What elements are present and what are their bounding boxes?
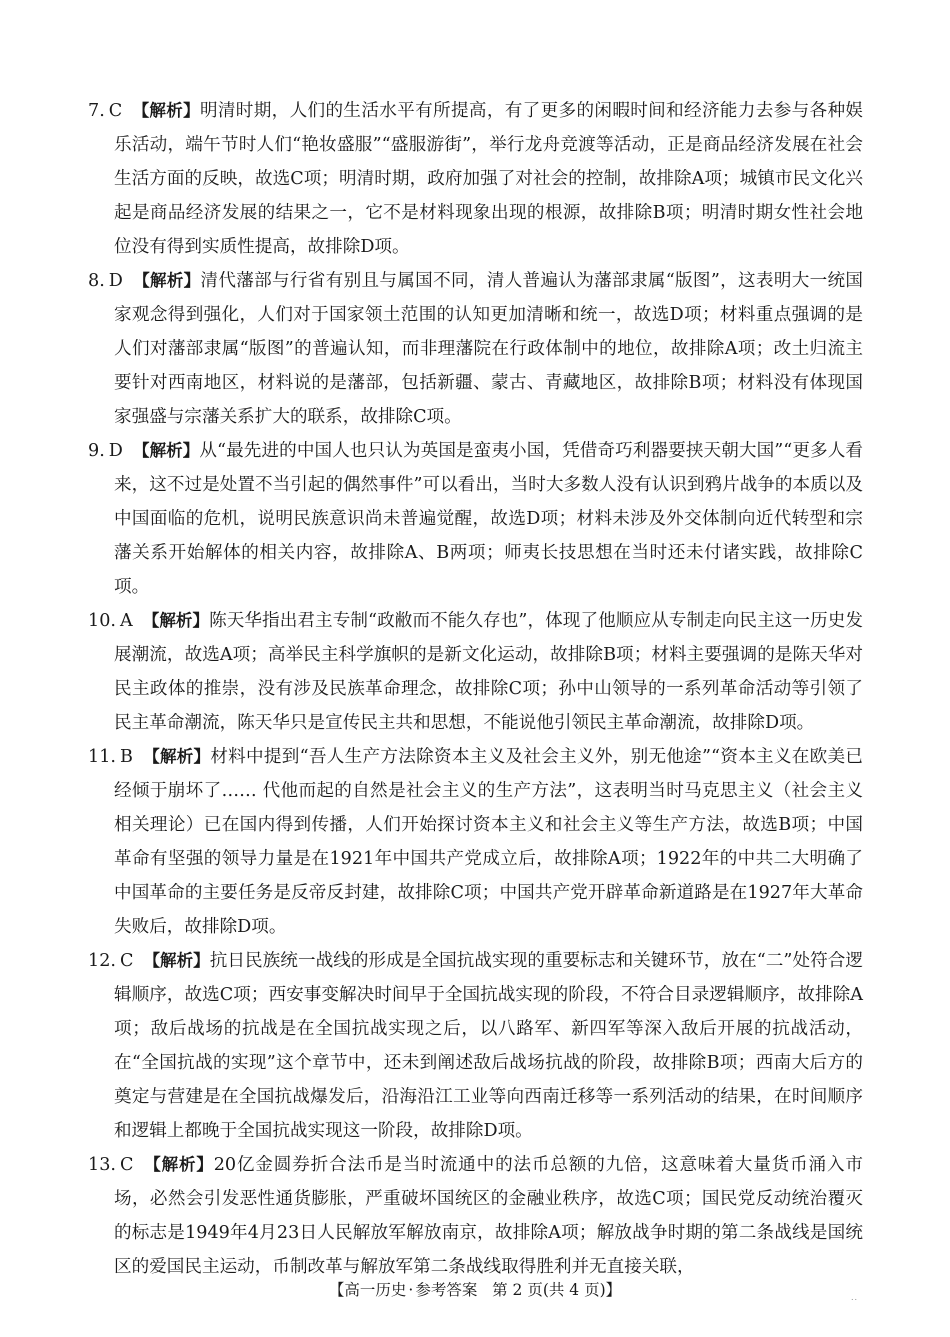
answer-entry-13 [88, 1148, 863, 1284]
analysis-tag: 【解析】 [132, 101, 200, 120]
entry-head [88, 611, 143, 631]
analysis-text: 材料中提到“吾人生产方法除资本主义及社会主义外，别无他途”“资本主义在欧美已经倾于崩坏了…… 代他而起的自然是社会主义的生产方法”，这表明当时马克思主义（社会主义相关理论）已在国内得到传播，人们开始探讨资本主义和社会主义等生产方法，故选B项；中国革命有坚强的领导力量是在1921年中国共产党成立后，故排除A项；1922年的中共二大明确了中国革命的主要任务是反帝反封建，故排除C项；中国共产党开辟革命新道路是在1927年大革命失败后，故排除D项。 [114, 747, 864, 937]
answer-list [88, 94, 863, 1284]
footer-doc-type: 参考答案 [415, 1281, 478, 1299]
entry-head [88, 747, 143, 767]
answer-entry-12 [88, 944, 863, 1148]
entry-head [88, 951, 143, 971]
analysis-tag: 【解析】 [143, 951, 210, 970]
question-number: 10. [88, 611, 116, 631]
corner-mark: .. [851, 1293, 859, 1302]
footer-bracket-close: 】 [605, 1281, 622, 1299]
entry-head [88, 441, 133, 461]
footer-page-number: 第 2 页(共 4 页) [492, 1281, 606, 1299]
analysis-tag: 【解析】 [132, 271, 201, 290]
question-number: 8. [88, 271, 105, 291]
question-number: 13. [88, 1155, 116, 1175]
analysis-text: 明清时期，人们的生活水平有所提高，有了更多的闲暇时间和经济能力去参与各种娱乐活动，端午节时人们“艳妆盛服”“盛服游街”，举行龙舟竞渡等活动，正是商品经济发展在社会生活方面的反映，故选C项；明清时期，政府加强了对社会的控制，故排除A项；城镇市民文化兴起是商品经济发展的结果之一，它不是材料现象出现的根源，故排除B项；明清时期女性社会地位没有得到实质性提高，故排除D项。 [114, 101, 863, 257]
answer-entry-10 [88, 604, 863, 740]
answer-letter: A [119, 611, 133, 631]
answer-letter: D [108, 441, 123, 461]
answer-entry-9 [88, 434, 863, 604]
page-footer [0, 1280, 950, 1300]
answer-letter: B [119, 747, 133, 767]
analysis-text: 陈天华指出君主专制“政敝而不能久存也”，体现了他顺应从专制走向民主这一历史发展潮流，故选A项；高举民主科学旗帜的是新文化运动，故排除B项；材料主要强调的是陈天华对民主政体的推崇，没有涉及民族革命理念，故排除C项；孙中山领导的一系列革命活动等引领了民主革命潮流，陈天华只是宣传民主共和思想，不能说他引领民主革命潮流，故排除D项。 [114, 611, 864, 733]
analysis-tag: 【解析】 [142, 747, 211, 766]
answer-letter: C [119, 951, 134, 971]
entry-head [88, 101, 132, 121]
answer-entry-11 [88, 740, 863, 944]
question-number: 11. [88, 747, 116, 767]
analysis-text: 从“最先进的中国人也只认为英国是蛮夷小国，凭借奇巧利器要挟天朝大国”“更多人看来，这不过是处置不当引起的偶然事件”可以看出，当时大多数人没有认识到鸦片战争的本质以及中国面临的危机，说明民族意识尚未普遍觉醒，故选D项；材料未涉及外交体制向近代转型和宗藩关系开始解体的相关内容，故排除A、B两项；师夷长技思想在当时还未付诸实践，故排除C项。 [114, 441, 863, 597]
footer-bracket-open: 【 [328, 1281, 345, 1299]
question-number: 9. [88, 441, 105, 461]
question-number: 7. [88, 101, 105, 121]
analysis-text: 清代藩部与行省有别且与属国不同，清人普遍认为藩部隶属“版图”，这表明大一统国家观念得到强化，人们对于国家领土范围的认知更加清晰和统一，故选D项；材料重点强调的是人们对藩部隶属“版图”的普遍认知，而非理藩院在行政体制中的地位，故排除A项；改土归流主要针对西南地区，材料说的是藩部，包括新疆、蒙古、青藏地区，故排除B项；材料没有体现国家强盛与宗藩关系扩大的联系，故排除C项。 [114, 271, 863, 427]
analysis-tag: 【解析】 [142, 611, 210, 630]
question-number: 12. [88, 951, 116, 971]
analysis-text: 抗日民族统一战线的形成是全国抗战实现的重要标志和关键环节，放在“二”处符合逻辑顺序，故选C项；西安事变解决时间早于全国抗战实现的阶段，不符合目录逻辑顺序，故排除A项；敌后战场的抗战是在全国抗战实现之后，以八路军、新四军等深入敌后开展的抗战活动，在“全国抗战的实现”这个章节中，还未到阐述敌后战场抗战的阶段，故排除B项；西南大后方的奠定与营建是在全国抗战爆发后，沿海沿江工业等向西南迁移等一系列活动的结果，在时间顺序和逻辑上都晚于全国抗战实现这一阶段，故排除D项。 [114, 951, 863, 1141]
footer-separator: · [408, 1281, 414, 1299]
answer-letter: C [119, 1155, 134, 1175]
footer-subject: 高一历史 [344, 1281, 407, 1299]
answer-letter: C [108, 101, 123, 121]
answer-letter: D [108, 271, 123, 291]
answer-entry-8 [88, 264, 863, 434]
analysis-text: 20亿金圆券折合法币是当时流通中的法币总额的九倍，这意味着大量货币涌入市场，必然会引发恶性通货膨胀，严重破坏国统区的金融业秩序，故选C项；国民党反动统治覆灭的标志是1949年4月23日人民解放军解放南京，故排除A项；解放战争时期的第二条战线是国统区的爱国民主运动，币制改革与解放军第二条战线取得胜利并无直接关联， [114, 1155, 863, 1277]
answer-entry-7 [88, 94, 863, 264]
analysis-tag: 【解析】 [132, 441, 200, 460]
analysis-tag: 【解析】 [143, 1155, 214, 1174]
entry-head [88, 1155, 143, 1175]
entry-head [88, 271, 133, 291]
